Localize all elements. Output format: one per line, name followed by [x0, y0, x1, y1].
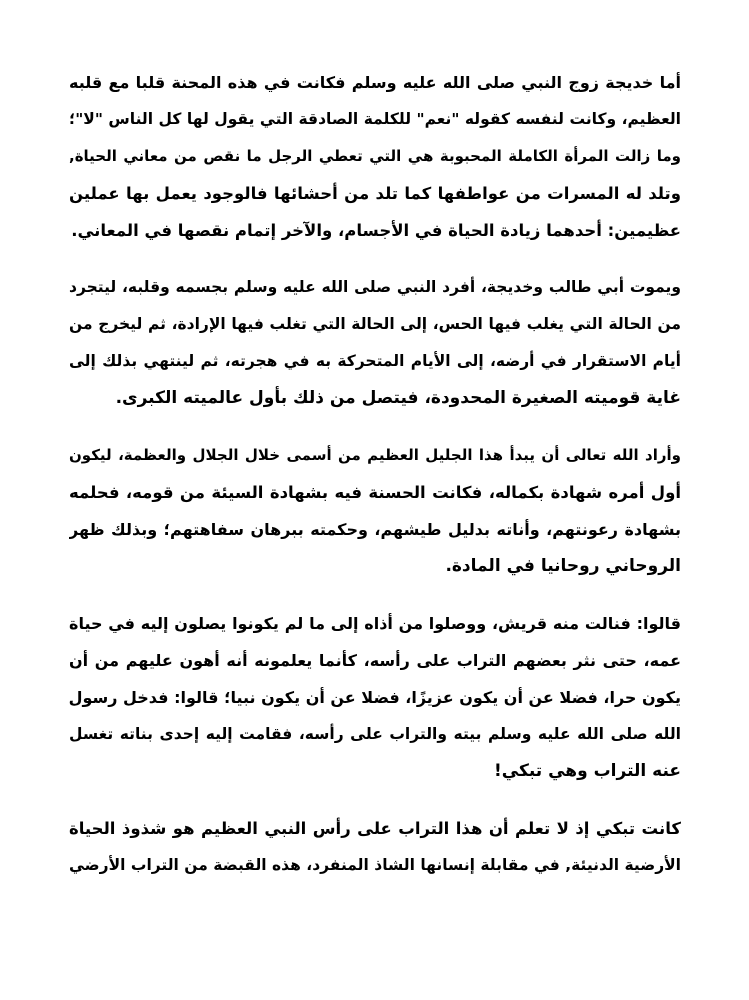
text-line: العظيم، وكانت لنفسه كقوله "نعم" للكلمة الصادقة التي يقول لها كل الناس "لا"؛: [69, 110, 681, 128]
paragraph-2: [69, 269, 681, 417]
text-line: الله صلى الله عليه وسلم بيته والتراب على رأسه، فقامت إليه إحدى بناته تغسل: [69, 725, 681, 743]
text-line: كانت تبكي إذ لا تعلم أن هذا التراب على رأس النبي العظيم هو شذوذ الحياة: [69, 819, 681, 838]
text-line: وأراد الله تعالى أن يبدأ هذا الجليل العظيم من أسمى خلال الجلال والعظمة، ليكون: [69, 446, 681, 464]
paragraph-3: [69, 437, 681, 585]
text-line: وتلد له المسرات من عواطفها كما تلد من أحشائها فالوجود يعمل بها عملين: [69, 184, 681, 203]
document-page: [69, 64, 681, 904]
text-line: الروحاني روحانيا في المادة.: [445, 556, 681, 576]
text-line: الأرضية الدنيئة, في مقابلة إنسانها الشاذ المنفرد، هذه القبضة من التراب الأرضي: [69, 856, 681, 874]
text-line: أول أمره شهادة بكماله، فكانت الحسنة فيه بشهادة السيئة من قومه، فحلمه: [69, 483, 681, 502]
text-line: من الحالة التي يغلب فيها الحس، إلى الحالة التي تغلب فيها الإرادة، ثم ليخرج من: [69, 315, 681, 333]
text-line: غاية قوميته الصغيرة المحدودة، فيتصل من ذلك بأول عالميته الكبرى.: [115, 388, 681, 408]
paragraph-4: [69, 605, 681, 790]
paragraph-1: [69, 64, 681, 249]
text-line: قالوا: فنالت منه قريش، ووصلوا من أذاه إلى ما لم يكونوا يصلون إليه في حياة: [69, 614, 681, 633]
text-line: عمه، حتى نثر بعضهم التراب على رأسه، كأنما يعلمونه أنه أهون عليهم من أن: [69, 651, 681, 670]
paragraph-5: [69, 810, 681, 884]
text-line: ويموت أبي طالب وخديجة، أفرد النبي صلى الله عليه وسلم بجسمه وقلبه، ليتجرد: [69, 278, 681, 296]
text-line: أما خديجة زوج النبي صلى الله عليه وسلم فكانت في هذه المحنة قلبا مع قلبه: [69, 73, 681, 92]
text-line: بشهادة رعونتهم، وأناته بدليل طيشهم، وحكمته ببرهان سفاهتهم؛ وبذلك ظهر: [69, 520, 681, 539]
text-line: عظيمين: أحدهما زيادة الحياة في الأجسام، والآخر إتمام نقصها في المعاني.: [71, 221, 681, 240]
text-line: أيام الاستقرار في أرضه، إلى الأيام المتحركة به في هجرته، ثم لينتهي بذلك إلى: [69, 352, 681, 370]
text-line: عنه التراب وهي تبكي!: [494, 761, 681, 781]
text-line: يكون حرا، فضلا عن أن يكون عزيزًا، فضلا عن أن يكون نبيا؛ قالوا: فدخل رسول: [69, 688, 681, 707]
text-line: وما زالت المرأة الكاملة المحبوبة هي التي تعطي الرجل ما نقص من معاني الحياة,: [69, 147, 681, 165]
